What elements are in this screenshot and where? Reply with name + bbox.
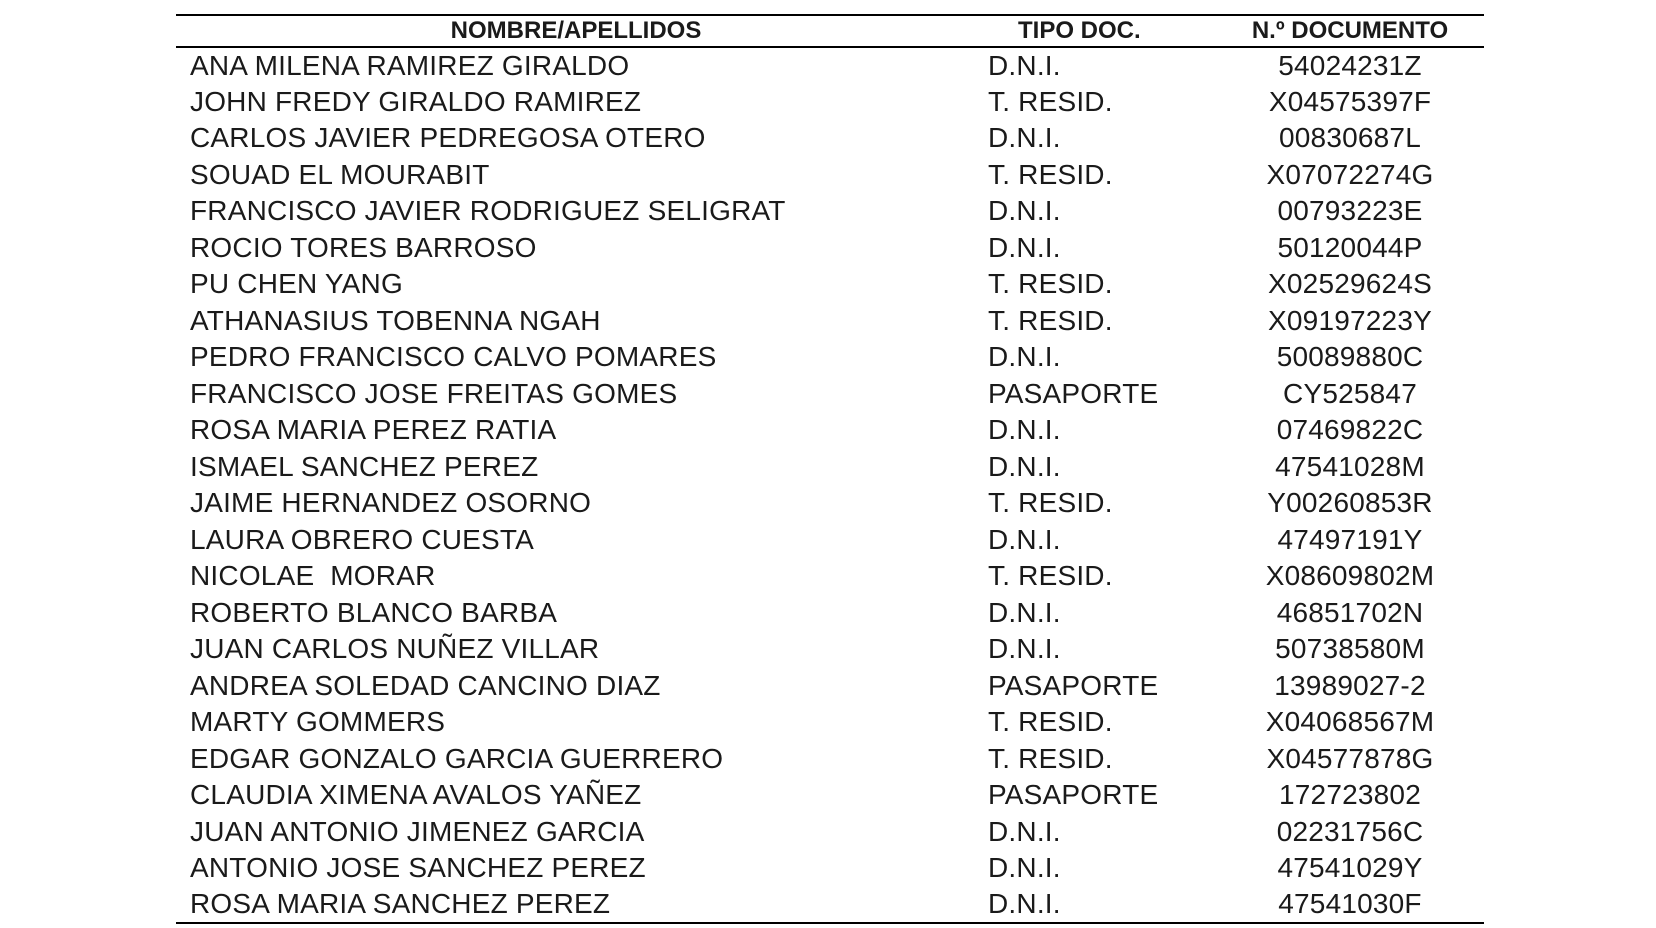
person-name: JUAN ANTONIO JIMENEZ GARCIA [190,815,645,847]
doc-number: 07469822C [1276,414,1424,446]
table-row [176,814,1484,851]
doc-type: D.N.I. [988,815,1061,847]
doc-number: 02231756C [1276,815,1424,847]
document-list-table [176,14,1484,924]
table-row [176,449,1484,486]
doc-number: 47541029Y [1277,852,1423,884]
doc-type: T. RESID. [988,742,1113,774]
person-name: FRANCISCO JAVIER RODRIGUEZ SELIGRAT [190,195,786,227]
person-name: EDGAR GONZALO GARCIA GUERRERO [190,742,724,774]
table-row [176,668,1484,705]
person-name: ROSA MARIA SANCHEZ PEREZ [190,888,611,920]
person-name: MARTY GOMMERS [190,706,446,738]
person-name: ANA MILENA RAMIREZ GIRALDO [190,49,630,81]
header-doc-number: N.º DOCUMENTO [1251,17,1449,44]
doc-type: D.N.I. [988,122,1061,154]
doc-type: PASAPORTE [988,779,1159,811]
person-name: ROCIO TORES BARROSO [190,231,537,263]
doc-number: 47541030F [1278,888,1422,920]
person-name: ATHANASIUS TOBENNA NGAH [190,304,601,336]
doc-number: X07072274G [1266,158,1434,190]
person-name: ISMAEL SANCHEZ PEREZ [190,450,539,482]
doc-type: D.N.I. [988,414,1061,446]
table-row [176,412,1484,449]
doc-type: D.N.I. [988,341,1061,373]
doc-type: T. RESID. [988,85,1113,117]
person-name: CLAUDIA XIMENA AVALOS YAÑEZ [190,779,642,811]
doc-type: D.N.I. [988,852,1061,884]
table-row [176,522,1484,559]
doc-number: X04575397F [1268,85,1432,117]
table-row [176,230,1484,267]
table-row [176,485,1484,522]
header-name: NOMBRE/APELLIDOS [450,17,702,44]
person-name: JUAN CARLOS NUÑEZ VILLAR [190,633,600,665]
table-row [176,120,1484,157]
person-name: ANDREA SOLEDAD CANCINO DIAZ [190,669,661,701]
person-name: PEDRO FRANCISCO CALVO POMARES [190,341,717,373]
table-row [176,558,1484,595]
person-name: FRANCISCO JOSE FREITAS GOMES [190,377,678,409]
table-header [176,15,1484,47]
doc-number: X08609802M [1265,560,1435,592]
table-row [176,777,1484,814]
doc-number: 50738580M [1275,633,1425,665]
doc-number: X04068567M [1265,706,1435,738]
table-row [176,376,1484,413]
person-name: ROSA MARIA PEREZ RATIA [190,414,557,446]
doc-number: X04577878G [1266,742,1434,774]
table-row [176,303,1484,340]
person-name: ANTONIO JOSE SANCHEZ PEREZ [190,852,646,884]
person-name: JOHN FREDY GIRALDO RAMIREZ [190,85,642,117]
doc-type: PASAPORTE [988,669,1159,701]
table-row [176,193,1484,230]
person-name: LAURA OBRERO CUESTA [190,523,535,555]
header-doc-type: TIPO DOC. [1018,17,1141,44]
doc-number: 50120044P [1277,231,1423,263]
doc-number: Y00260853R [1267,487,1433,519]
doc-number: 47541028M [1275,450,1425,482]
doc-type: T. RESID. [988,706,1113,738]
doc-number: 50089880C [1276,341,1424,373]
table-row [176,595,1484,632]
person-name: NICOLAE MORAR [190,560,436,592]
doc-type: D.N.I. [988,450,1061,482]
doc-number: 54024231Z [1278,49,1422,81]
doc-number: X09197223Y [1268,304,1432,336]
table-row [176,741,1484,778]
table-row [176,84,1484,121]
doc-number: 13989027-2 [1274,669,1426,701]
person-name: PU CHEN YANG [190,268,403,300]
doc-type: T. RESID. [988,268,1113,300]
person-name: ROBERTO BLANCO BARBA [190,596,558,628]
doc-type: T. RESID. [988,158,1113,190]
doc-type: D.N.I. [988,596,1061,628]
doc-type: D.N.I. [988,231,1061,263]
person-name: JAIME HERNANDEZ OSORNO [190,487,592,519]
doc-type: D.N.I. [988,195,1061,227]
person-name: SOUAD EL MOURABIT [190,158,490,190]
doc-number: X02529624S [1268,268,1432,300]
doc-number: 00830687L [1279,122,1421,154]
doc-type: PASAPORTE [988,377,1159,409]
doc-type: D.N.I. [988,49,1061,81]
table-body [176,47,1484,923]
doc-number: 172723802 [1279,779,1421,811]
doc-type: T. RESID. [988,304,1113,336]
doc-number: 46851702N [1276,596,1424,628]
doc-number: 00793223E [1277,195,1423,227]
table-row [176,157,1484,194]
doc-number: CY525847 [1283,377,1417,409]
table-row [176,266,1484,303]
doc-type: D.N.I. [988,633,1061,665]
doc-type: D.N.I. [988,523,1061,555]
doc-type: T. RESID. [988,560,1113,592]
table-row [176,339,1484,376]
header-row [176,15,1484,47]
doc-number: 47497191Y [1277,523,1423,555]
doc-type: T. RESID. [988,487,1113,519]
table-row [176,631,1484,668]
table-row [176,887,1484,924]
table-row [176,704,1484,741]
person-name: CARLOS JAVIER PEDREGOSA OTERO [190,122,706,154]
doc-type: D.N.I. [988,888,1061,920]
table-row [176,850,1484,887]
table-row [176,47,1484,84]
